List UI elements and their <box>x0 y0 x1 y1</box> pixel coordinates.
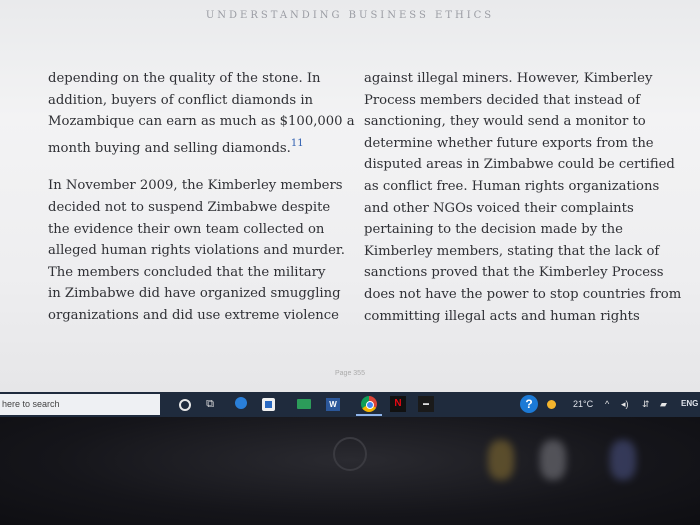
network-icon[interactable]: ⇵ <box>642 399 650 409</box>
page-number: Page 355 <box>335 370 365 377</box>
text-line: disputed areas in Zimbabwe could be certified <box>364 157 675 173</box>
text-line: The members concluded that the military <box>48 264 326 280</box>
text-line: Process members decided that instead of <box>364 92 641 108</box>
text-line: and other NGOs voiced their complaints <box>364 200 634 216</box>
text-line: as conflict free. Human rights organizations <box>364 178 660 194</box>
text-line: In November 2009, the Kimberley members <box>48 178 343 194</box>
right-column <box>364 68 682 327</box>
chrome-center-dot <box>366 401 374 409</box>
text-line <box>48 133 348 160</box>
maps-icon[interactable] <box>296 396 312 412</box>
windows-taskbar <box>0 392 700 417</box>
paragraph-left-1 <box>48 68 355 159</box>
text-line: the evidence their own team collected on <box>48 221 325 237</box>
text-line: depending on the quality of the stone. In <box>48 71 321 86</box>
monitor-bezel <box>0 417 700 525</box>
running-head: UNDERSTANDING BUSINESS ETHICS <box>205 10 495 21</box>
text-line: does not have the power to stop countries from <box>364 286 682 302</box>
text-line: Mozambique can earn as much as $100,000 a <box>48 114 355 130</box>
tray-chevron-icon[interactable]: ^ <box>605 399 610 409</box>
text-line-content: month buying and selling diamonds. <box>48 140 291 156</box>
language-indicator[interactable]: ENG <box>681 399 699 408</box>
text-line: Kimberley members, stating that the lack of <box>364 243 660 259</box>
task-view-icon[interactable]: ⧉ <box>206 398 214 410</box>
reflection-blob <box>488 440 514 480</box>
help-icon[interactable]: ? <box>520 395 538 413</box>
netflix-icon[interactable]: N <box>390 396 406 412</box>
text-line: in Zimbabwe did have organized smuggling <box>48 286 341 302</box>
text-line: committing illegal acts and human rights <box>364 308 640 324</box>
speaker-icon[interactable]: ◂) <box>621 399 629 409</box>
text-line: determine whether future exports from the <box>364 135 654 151</box>
text-line: organizations and did use extreme violence <box>48 307 339 323</box>
text-line: against illegal miners. However, Kimberley <box>364 71 653 86</box>
media-app-icon[interactable]: ▬ <box>418 396 434 412</box>
store-icon[interactable] <box>262 398 275 411</box>
paragraph-right-1 <box>364 68 682 327</box>
active-app-indicator <box>356 414 382 416</box>
footnote-link[interactable]: 11 <box>290 137 304 149</box>
text-line: addition, buyers of conflict diamonds in <box>48 92 314 108</box>
word-icon[interactable]: W <box>326 398 340 411</box>
left-column <box>48 68 355 327</box>
text-line: sanctioning, they would send a monitor to <box>364 114 646 130</box>
wifi-icon[interactable]: ▰ <box>660 399 667 409</box>
paragraph-left-2 <box>48 175 348 326</box>
reflection-blob <box>540 440 566 480</box>
text-line: decided not to suspend Zimbabwe despite <box>48 199 331 215</box>
text-line: alleged human rights violations and murder. <box>48 243 345 259</box>
taskbar-search-input[interactable]: here to search <box>0 394 160 415</box>
temperature-readout[interactable]: 21°C <box>573 399 594 409</box>
text-line: sanctions proved that the Kimberley Process <box>364 265 664 281</box>
reflection-blob <box>610 440 636 480</box>
hp-logo-icon <box>333 437 367 471</box>
edge-icon[interactable] <box>234 396 250 412</box>
text-line: pertaining to the decision made by the <box>364 222 623 238</box>
weather-icon[interactable] <box>547 400 556 409</box>
cortana-icon[interactable] <box>176 396 192 412</box>
